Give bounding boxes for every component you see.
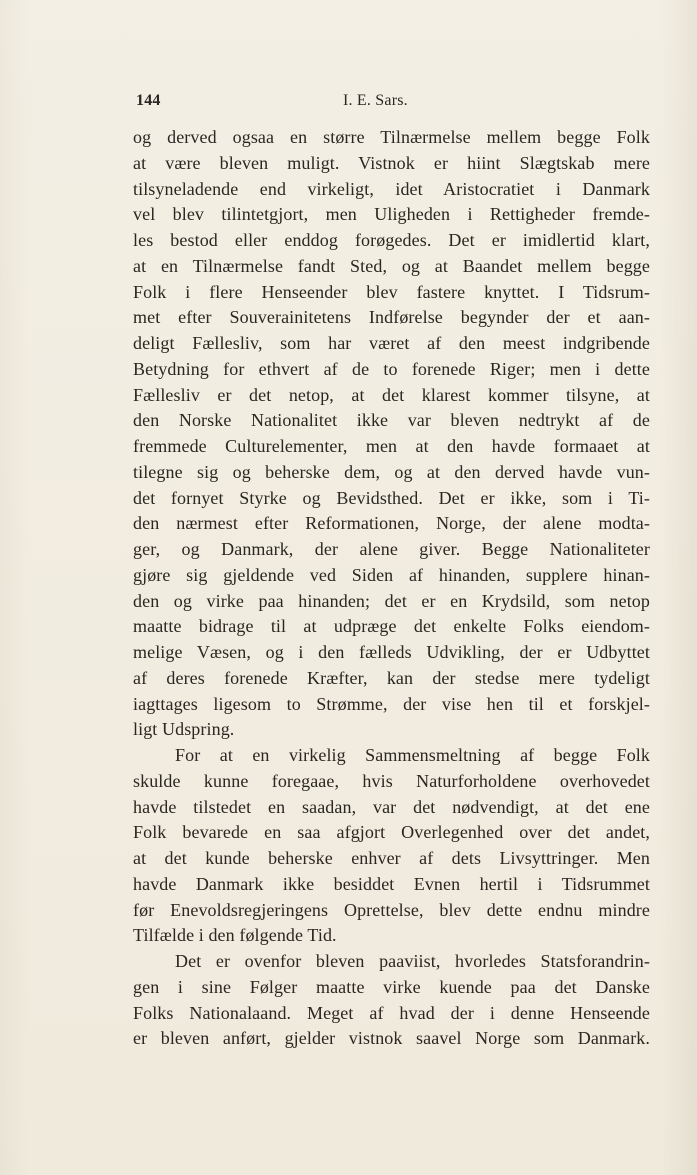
body-text <box>133 125 650 1052</box>
text-line: den Norske Nationalitet ikke var bleven nedtrykt af de <box>133 410 650 431</box>
text-line: er bleven anført, gjelder vistnok saavel Norge som Danmark. <box>133 1028 650 1049</box>
text-line: Fællesliv er det netop, at det klarest kommer tilsyne, at <box>133 384 650 405</box>
text-line: gen i sine Følger maatte virke kuende paa det Danske <box>133 976 650 997</box>
text-line: Folks Nationalaand. Meget af hvad der i denne Henseende <box>133 1002 650 1023</box>
text-line: tilegne sig og beherske dem, og at den derved havde vun- <box>133 461 650 482</box>
text-line: og derved ogsaa en større Tilnærmelse mellem begge Folk <box>133 127 650 147</box>
text-line: skulde kunne foregaae, hvis Naturforholdene overhovedet <box>133 770 650 791</box>
text-line: iagttages ligesom to Strømme, der vise hen til et forskjel- <box>133 693 650 714</box>
text-line: af deres forenede Kræfter, kan der stedse mere tydeligt <box>133 667 650 688</box>
text-line: Tilfælde i den følgende Tid. <box>133 925 337 946</box>
text-line: at det kunde beherske enhver af dets Livsyttringer. Men <box>133 848 650 868</box>
page-header <box>136 92 649 114</box>
text-line: les bestod eller enddog forøgedes. Det er imidlertid klart, <box>133 230 650 250</box>
text-line: ger, og Danmark, der alene giver. Begge Nationaliteter <box>133 539 650 559</box>
running-head: I. E. Sars. <box>343 92 408 109</box>
text-line: Det er ovenfor bleven paaviist, hvorledes Statsforandrin- <box>175 951 650 971</box>
text-line: Betydning for ethvert af de to forenede Riger; men i dette <box>133 358 650 379</box>
text-line: Folk i flere Henseender blev fastere knyttet. I Tidsrum- <box>133 281 650 302</box>
text-line: gjøre sig gjeldende ved Siden af hinanden, supplere hinan- <box>133 564 650 585</box>
text-line: vel blev tilintetgjort, men Uligheden i Rettigheder fremde- <box>133 204 650 225</box>
text-line: at en Tilnærmelse fandt Sted, og at Baandet mellem begge <box>133 255 650 276</box>
page-number: 144 <box>136 92 161 109</box>
text-line: ligt Udspring. <box>133 719 235 740</box>
text-line: maatte bidrage til at udpræge det enkelte Folks eiendom- <box>133 616 650 637</box>
text-line: deligt Fællesliv, som har været af den meest indgribende <box>133 333 650 353</box>
text-line: den og virke paa hinanden; det er en Krydsild, som netop <box>133 590 650 611</box>
text-line: før Enevoldsregjeringens Oprettelse, blev dette endnu mindre <box>133 899 650 920</box>
text-line: det fornyet Styrke og Bevidsthed. Det er ikke, som i Ti- <box>133 487 650 508</box>
text-line: havde Danmark ikke besiddet Evnen hertil i Tidsrummet <box>133 873 650 894</box>
text-line: For at en virkelig Sammensmeltning af begge Folk <box>175 745 650 765</box>
text-line: tilsyneladende end virkeligt, idet Aristocratiet i Danmark <box>133 178 650 199</box>
text-line: at være bleven muligt. Vistnok er hiint Slægtskab mere <box>133 152 650 173</box>
text-line: melige Væsen, og i den fælleds Udvikling, der er Udbyttet <box>133 642 650 662</box>
text-line: met efter Souverainitetens Indførelse begynder der et aan- <box>133 307 650 328</box>
text-line: Folk bevarede en saa afgjort Overlegenhed over det andet, <box>133 822 650 843</box>
text-line: den nærmest efter Reformationen, Norge, der alene modta- <box>133 513 650 534</box>
text-line: fremmede Culturelementer, men at den havde formaaet at <box>133 436 650 456</box>
text-line: havde tilstedet en saadan, var det nødvendigt, at det ene <box>133 796 650 817</box>
